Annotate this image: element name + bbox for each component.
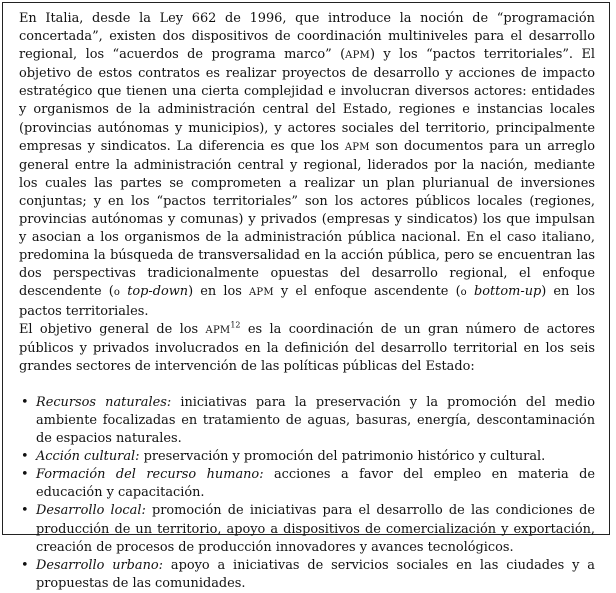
small-caps-o: o <box>460 287 467 299</box>
list-item-term: Recursos naturales: <box>36 394 172 410</box>
list-item <box>19 394 595 448</box>
acronym-apm: APM <box>205 324 231 336</box>
list-item-term: Acción cultural: <box>36 449 140 465</box>
paragraph1-text: ) en los <box>188 284 249 300</box>
paragraph1-text: son documentos para un arreglo general entre la administración central y regional, liderados por la nación, mediante los cuales las partes se comprometen a realizar un plan plurianual de inversiones conjuntas; y en los “pactos territoriales” son los actores públicos locales (regiones, provincias autónomas y comunas) y privados (empresas y sindicatos) los que impulsan y asocian a los organismos de la administración pública nacional. En el caso italiano, predomina la búsqueda de transversalidad en la acción pública, pero se encuentran las dos perspectivas tradicionalmente opuestas del desarrollo regional, el enfoque descendente ( <box>19 138 595 300</box>
list-item-term: Desarrollo urbano: <box>36 557 164 573</box>
list-item <box>19 502 595 556</box>
small-caps-o: o <box>113 287 121 299</box>
paragraph-objetivo-apm <box>19 321 595 376</box>
sector-list <box>19 394 595 593</box>
paragraph1-text: y el enfoque ascendente ( <box>273 284 461 300</box>
list-item-text: iniciativas para la preservación y la promoción del medio ambiente focalizadas en tratamiento de aguas, basuras, energía, descontaminación de espacios naturales. <box>36 394 595 447</box>
acronym-apm: APM <box>344 141 370 153</box>
acronym-apm: APM <box>345 50 370 62</box>
list-item-term: Formación del recurso humano: <box>36 467 264 483</box>
list-item-text: preservación y promoción del patrimonio histórico y cultural. <box>139 449 546 465</box>
footnote-marker[interactable]: 12 <box>230 320 241 330</box>
list-item <box>19 448 595 466</box>
paragraph2-text: El objetivo general de los <box>19 321 206 337</box>
paragraph1-text: En Italia, desde la Ley 662 de 1996, que introduce la noción de “programación concertada”, existen dos dispositivos de coordinación multiniveles para el desarrollo regional, los “acuerdos de programa marco” ( <box>19 11 595 63</box>
bullet-icon: • <box>21 394 29 410</box>
term-bottom-up: bottom-up <box>473 284 542 300</box>
text-box <box>2 2 610 591</box>
acronym-apm: APM <box>248 287 274 299</box>
bullet-icon: • <box>21 557 29 573</box>
paragraph-italia-apm <box>19 10 595 321</box>
list-item <box>19 466 595 502</box>
paragraph1-text: ) y los “pactos territoriales”. El objetivo de estos contratos es realizar proyectos de desarrollo y acciones de impacto estratégico que tienen una cierta complejidad e involucran diversos actores: entidades y organismos de la administración central del Estado, regiones e instancias locales (provincias autónomas y municipios), y actores sociales del territorio, principalmente empresas y sindicatos. La diferencia es que los <box>19 47 595 154</box>
bullet-icon: • <box>21 449 29 465</box>
list-item-text: promoción de iniciativas para el desarrollo de las condiciones de producción de un territorio, apoyo a dispositivos de comercialización y exportación, creación de procesos de producción innovadores y avances tecnológicos. <box>36 503 595 555</box>
list-item <box>19 557 595 593</box>
list-item-text: apoyo a iniciativas de servicios sociales en las ciudades y a propuestas de las comunidades. <box>36 557 595 591</box>
bullet-icon: • <box>21 503 29 519</box>
paragraph2-text: es la coordinación de un gran número de actores públicos y privados involucrados en la definición del desarrollo territorial en los seis grandes sectores de intervención de las políticas públicas del Estado: <box>19 321 595 374</box>
paragraph1-text: ) en los pactos territoriales. <box>19 284 595 319</box>
term-top-down: top-down <box>127 284 189 300</box>
bullet-icon: • <box>21 467 29 483</box>
list-item-term: Desarrollo local: <box>36 503 146 519</box>
list-item-text: acciones a favor del empleo en materia de educación y capacitación. <box>36 467 595 501</box>
